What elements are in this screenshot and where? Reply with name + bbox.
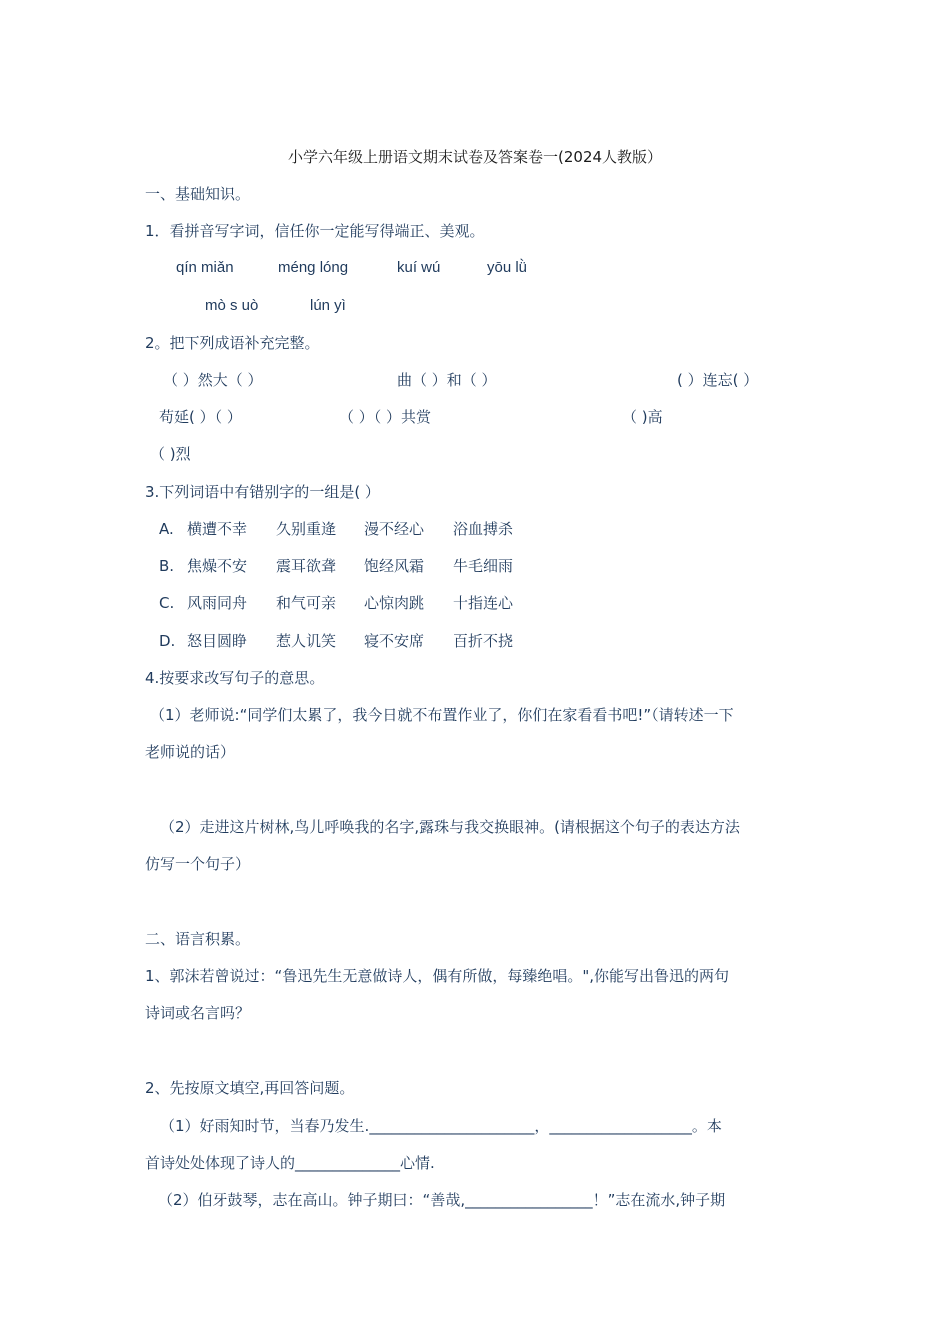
option-word: 十指连心	[453, 594, 514, 612]
s2-q2-sub1: （1）好雨知时节，当春乃发生.______________________，___________________。本	[160, 1117, 722, 1135]
option-word: 寝不安席	[364, 632, 425, 650]
option-word: 久别重逄	[276, 520, 337, 538]
idiom-blank: （ )烈	[150, 445, 191, 463]
option-letter: B.	[159, 557, 175, 575]
pinyin-item: yōu lǜ	[487, 259, 528, 276]
idiom-blank: （ )高	[622, 408, 663, 426]
pinyin-item: lún yì	[310, 297, 346, 314]
pinyin-item: qín miǎn	[176, 259, 234, 276]
option-word: 焦燥不安	[187, 557, 248, 575]
idiom-blank: 苟延( ）（ ）	[159, 408, 242, 426]
option-letter: C.	[159, 594, 175, 612]
s2-q1-cont: 诗词或名言吗？	[145, 1004, 251, 1022]
option-letter: A.	[159, 520, 174, 538]
section2-heading: 二、语言积累。	[145, 930, 251, 948]
option-word: 饱经风霜	[364, 557, 425, 575]
q4-prompt: 4.按要求改写句子的意思。	[145, 669, 325, 687]
q4-sub1-cont: 老师说的话）	[145, 743, 236, 761]
option-word: 漫不经心	[364, 520, 425, 538]
option-word: 心惊肉跳	[364, 594, 425, 612]
idiom-blank: ( ）连忘( ）	[677, 371, 759, 389]
s2-q2-prompt: 2、先按原文填空,再回答问题。	[145, 1079, 355, 1097]
option-word: 横遭不幸	[187, 520, 248, 538]
option-word: 百折不挠	[453, 632, 514, 650]
q4-sub2-cont: 仿写一个句子）	[145, 855, 251, 873]
option-letter: D.	[159, 632, 176, 650]
pinyin-item: kuí wú	[397, 259, 441, 276]
s2-q2-sub1-cont: 首诗处处体现了诗人的______________心情.	[145, 1154, 435, 1172]
q1-prompt: 1．看拼音写字词，信任你一定能写得端正、美观。	[145, 222, 485, 240]
s2-q2-sub2: （2）伯牙鼓琴，志在高山。钟子期曰：“善哉,_________________！”志在流水,钟子期	[158, 1191, 726, 1209]
pinyin-item: méng lóng	[278, 259, 349, 276]
idiom-blank: 曲（ ）和（ ）	[397, 371, 497, 389]
q3-prompt: 3.下列词语中有错别字的一组是( ）	[145, 483, 380, 501]
pinyin-item: mò s uò	[205, 297, 259, 314]
q4-sub1: （1）老师说:“同学们太累了，我今日就不布置作业了，你们在家看看书吧!”（请转述一下	[150, 706, 734, 724]
section1-heading: 一、基础知识。	[145, 185, 251, 203]
idiom-blank: （ ）（ ）共赏	[339, 408, 432, 426]
option-word: 和气可亲	[276, 594, 337, 612]
page-title: 小学六年级上册语文期末试卷及答案卷一(2024人教版）	[288, 148, 663, 166]
option-word: 牛毛细雨	[453, 557, 514, 575]
option-word: 惹人讥笑	[276, 632, 337, 650]
s2-q1: 1、郭沫若曾说过：“鲁迅先生无意做诗人，偶有所做，每臻绝唱。",你能写出鲁迅的两句	[145, 967, 729, 985]
option-word: 震耳欲聋	[276, 557, 337, 575]
option-word: 风雨同舟	[187, 594, 248, 612]
option-word: 怒目圆睁	[187, 632, 248, 650]
idiom-blank: （ ）然大（ ）	[163, 371, 263, 389]
q4-sub2: （2）走进这片树林,鸟儿呼唤我的名字,露珠与我交换眼神。(请根据这个句子的表达方法	[160, 818, 740, 836]
q2-prompt: 2。把下列成语补充完整。	[145, 334, 320, 352]
option-word: 浴血搏杀	[453, 520, 514, 538]
